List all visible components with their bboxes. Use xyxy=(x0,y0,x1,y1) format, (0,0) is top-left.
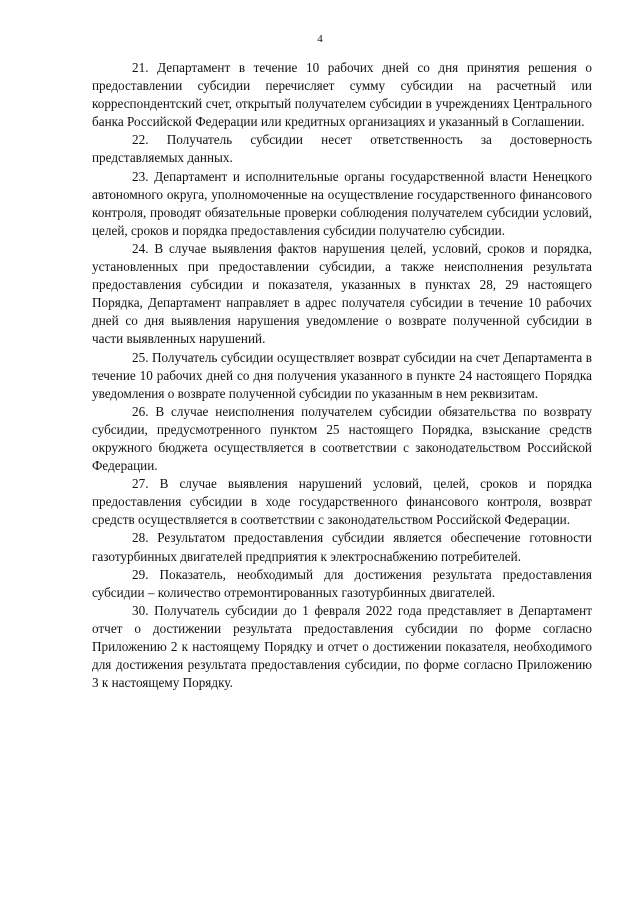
document-body xyxy=(92,59,592,692)
paragraph-29: 29. Показатель, необходимый для достижения результата предоставления субсидии – количество отремонтированных газотурбинных двигателей. xyxy=(92,566,592,600)
paragraph-24: 24. В случае выявления фактов нарушения целей, условий, сроков и порядка, установленных при предоставлении субсидии, а также неисполнения результата предоставления субсидии и показателя, указанных в пунктах 28, 29 настоящего Порядка, Департамент направляет в адрес получателя субсидии в течение 10 рабочих дней со дня выявления нарушения уведомление о возврате полученной субсидии в части выявленных нарушений. xyxy=(92,240,592,347)
paragraph-28: 28. Результатом предоставления субсидии является обеспечение готовности газотурбинных двигателей предприятия к электроснабжению потребителей. xyxy=(92,530,592,564)
paragraph-27: 27. В случае выявления нарушений условий, целей, сроков и порядка предоставления субсидии в ходе государственного финансового контроля, возврат средств осуществляется в соответствии с законодательством Российской Федерации. xyxy=(92,476,592,528)
paragraph-23: 23. Департамент и исполнительные органы государственной власти Ненецкого автономного округа, уполномоченные на осуществление государственного финансового контроля, проводят обязательные проверки соблюдения получателем субсидии условий, целей, сроков и порядка предоставления субсидии получателю субсидии. xyxy=(92,168,592,238)
page-number: 4 xyxy=(317,33,323,45)
paragraph-21: 21. Департамент в течение 10 рабочих дней со дня принятия решения о предоставлении субсидии перечисляет сумму субсидии на расчетный или корреспондентский счет, открытый получателем субсидии в учреждениях Центрального банка Российской Федерации или кредитных организациях и указанный в Соглашении. xyxy=(92,60,592,130)
paragraph-25: 25. Получатель субсидии осуществляет возврат субсидии на счет Департамента в течение 10 рабочих дней со дня получения указанного в пункте 24 настоящего Порядка уведомления о возврате полученной субсидии по указанным в нем реквизитам. xyxy=(92,349,592,401)
paragraph-30: 30. Получатель субсидии до 1 февраля 2022 года представляет в Департамент отчет о достижении результата предоставления субсидии по форме согласно Приложению 2 к настоящему Порядку и отчет о достижении показателя, необходимого для достижения результата предоставления субсидии, по форме согласно Приложению 3 к настоящему Порядку. xyxy=(92,602,592,691)
paragraph-22: 22. Получатель субсидии несет ответственность за достоверность представляемых данных. xyxy=(92,132,592,166)
paragraph-26: 26. В случае неисполнения получателем субсидии обязательства по возврату субсидии, предусмотренного пунктом 25 настоящего Порядка, взыскание средств окружного бюджета осуществляется в соответствии с законодательством Российской Федерации. xyxy=(92,403,592,474)
